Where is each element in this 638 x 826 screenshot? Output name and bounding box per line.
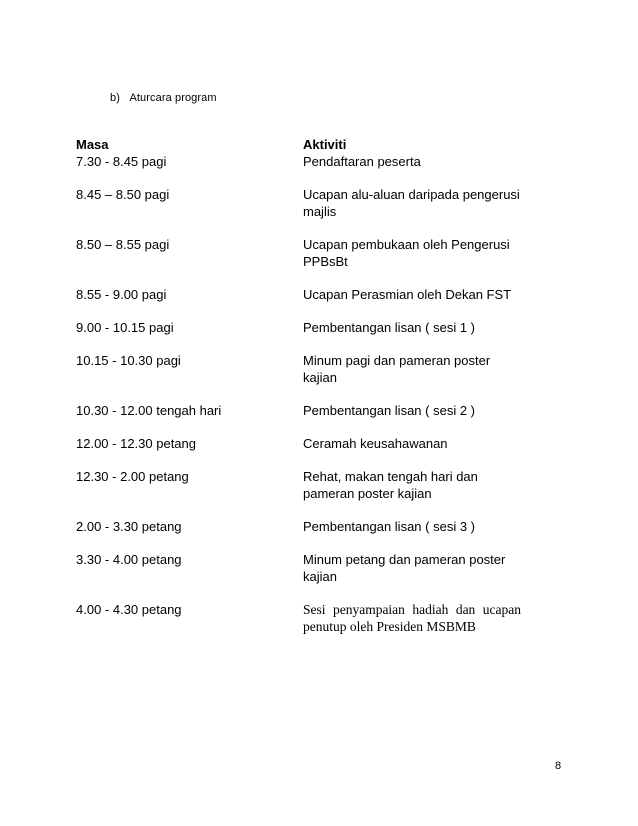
table-row — [76, 402, 536, 419]
section-heading: b) Aturcara program — [110, 92, 217, 104]
schedule-table — [76, 136, 536, 651]
row-activity: Minum pagi dan pameran poster kajian — [303, 353, 491, 385]
column-header-time: Masa — [76, 137, 109, 152]
table-row — [76, 186, 536, 220]
row-time: 2.00 - 3.30 petang — [76, 519, 182, 534]
table-row — [76, 236, 536, 270]
row-time: 3.30 - 4.00 petang — [76, 552, 182, 567]
row-activity: Ucapan pembukaan oleh Pengerusi PPBsBt — [303, 237, 510, 269]
row-activity: Ceramah keusahawanan — [303, 436, 448, 451]
table-row — [76, 286, 536, 303]
column-header-activity: Aktiviti — [303, 137, 347, 152]
table-row — [76, 319, 536, 336]
row-time: 7.30 - 8.45 pagi — [76, 154, 167, 169]
row-activity: Ucapan Perasmian oleh Dekan FST — [303, 287, 512, 302]
row-time: 10.15 - 10.30 pagi — [76, 353, 181, 368]
row-activity: Minum petang dan pameran poster kajian — [303, 552, 506, 584]
table-row — [76, 468, 536, 502]
table-row — [76, 551, 536, 585]
row-time: 12.00 - 12.30 petang — [76, 436, 196, 451]
table-row — [76, 153, 536, 170]
row-time: 8.55 - 9.00 pagi — [76, 287, 167, 302]
row-time: 9.00 - 10.15 pagi — [76, 320, 174, 335]
page-number: 8 — [555, 760, 562, 772]
row-activity: Pembentangan lisan ( sesi 3 ) — [303, 519, 475, 534]
row-activity: Pendaftaran peserta — [303, 154, 421, 169]
table-row — [76, 352, 536, 386]
row-activity: Pembentangan lisan ( sesi 2 ) — [303, 403, 475, 418]
table-row — [76, 435, 536, 452]
row-time: 8.50 – 8.55 pagi — [76, 237, 170, 252]
row-time: 10.30 - 12.00 tengah hari — [76, 403, 222, 418]
row-activity: Pembentangan lisan ( sesi 1 ) — [303, 320, 475, 335]
table-header — [76, 136, 536, 153]
row-time: 12.30 - 2.00 petang — [76, 469, 189, 484]
table-row — [76, 601, 536, 635]
row-time: 4.00 - 4.30 petang — [76, 602, 182, 617]
row-activity: Sesi penyampaian hadiah dan ucapan penutup oleh Presiden MSBMB — [303, 602, 521, 634]
row-time: 8.45 – 8.50 pagi — [76, 187, 170, 202]
row-activity: Ucapan alu-aluan daripada pengerusi majlis — [303, 187, 520, 219]
row-activity: Rehat, makan tengah hari dan pameran poster kajian — [303, 469, 478, 501]
table-row — [76, 518, 536, 535]
